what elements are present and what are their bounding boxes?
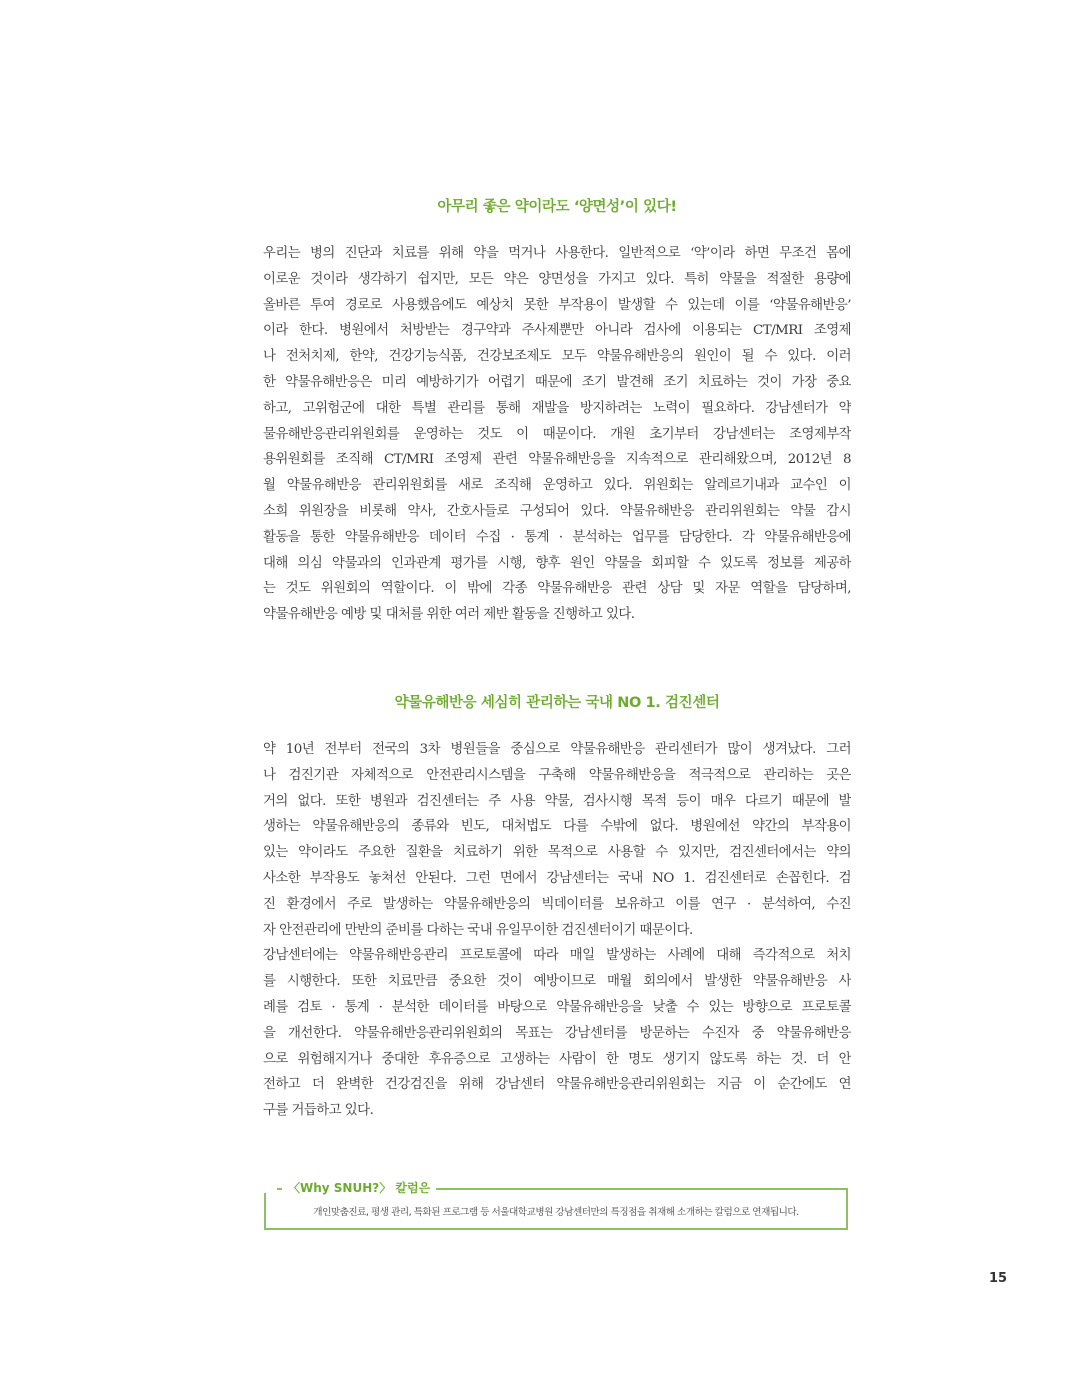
section1-line: 우리는 병의 진단과 치료를 위해 약을 먹거나 사용한다. 일반적으로 ‘약’이라 하면 무조건 몸에: [263, 246, 851, 261]
section2-line: 진 환경에서 주로 발생하는 약물유해반응의 빅데이터를 보유하고 이를 연구 · 분석하여, 수진: [263, 896, 851, 912]
section2-line: 있는 약이라도 주요한 질환을 치료하기 위한 목적으로 사용할 수 있지만, 검진센터에서는 약의: [263, 845, 851, 861]
section1-line: 이로운 것이라 생각하기 쉽지만, 모든 약은 양면성을 가지고 있다. 특히 약물을 적절한 용량에: [263, 271, 851, 287]
column-info-title: 〈Why SNUH?〉 칼럼은: [282, 1180, 436, 1196]
section2-line: 례를 검토 · 통계 · 분석한 데이터를 바탕으로 약물유해반응을 낮출 수 있는 방향으로 프로토콜: [263, 999, 851, 1015]
section2-line: 전하고 더 완벽한 건강검진을 위해 강남센터 약물유해반응관리위원회는 지금 이 순간에도 연: [263, 1077, 851, 1093]
section2-line: 생하는 약물유해반응의 종류와 빈도, 대처법도 다를 수밖에 없다. 병원에선 약간의 부작용이: [263, 819, 851, 835]
section2-line: 구를 거듭하고 있다.: [263, 1103, 374, 1119]
section2-line: 를 시행한다. 또한 치료만큼 중요한 것이 예방이므로 매월 회의에서 발생한 약물유해반응 사: [263, 974, 851, 990]
section1-heading: 아무리 좋은 약이라도 ‘양면성’이 있다!: [437, 199, 677, 215]
section1-line: 올바른 투여 경로로 사용했음에도 예상치 못한 부작용이 발생할 수 있는데 이를 ‘약물유해반응’: [263, 297, 851, 313]
section1-line: 소희 위원장을 비롯해 약사, 간호사들로 구성되어 있다. 약물유해반응 관리위원회는 약물 감시: [263, 503, 851, 519]
section1-line: 약물유해반응 예방 및 대처를 위한 여러 제반 활동을 진행하고 있다.: [263, 607, 635, 623]
section1-line: 하고, 고위험군에 대한 특별 관리를 통해 재발을 방지하려는 노력이 필요하다. 강남센터가 약: [263, 400, 851, 416]
section1-body: [263, 241, 851, 628]
column-info-box: [264, 1181, 848, 1230]
section2-line: 강남센터에는 약물유해반응관리 프로토콜에 따라 매일 발생하는 사례에 대해 즉각적으로 처치: [263, 948, 851, 964]
column-info-text: 개인맞춤진료, 평생 관리, 특화된 프로그램 등 서울대학교병원 강남센터만의 특징점을 취재해 소개하는 칼럼으로 연재됩니다.: [313, 1207, 799, 1218]
section1-line: 활동을 통한 약물유해반응 데이터 수집 · 통계 · 분석하는 업무를 담당한다. 각 약물유해반응에: [263, 529, 851, 545]
section1-line: 물유해반응관리위원회를 운영하는 것도 이 때문이다. 개원 초기부터 강남센터는 조영제부작: [263, 426, 851, 442]
section1-line: 이라 한다. 병원에서 처방받는 경구약과 주사제뿐만 아니라 검사에 이용되는 CT/MRI 조영제: [263, 323, 851, 339]
section2-line: 을 개선한다. 약물유해반응관리위원회의 목표는 강남센터를 방문하는 수진자 중 약물유해반응: [263, 1025, 851, 1041]
section1-line: 대해 의심 약물과의 인과관계 평가를 시행, 향후 원인 약물을 회피할 수 있도록 정보를 제공하: [263, 555, 851, 571]
section1-line: 나 전처치제, 한약, 건강기능식품, 건강보조제도 모두 약물유해반응의 원인이 될 수 있다. 이러: [263, 349, 851, 365]
section2-heading: 약물유해반응 세심히 관리하는 국내 NO 1. 검진센터: [394, 695, 720, 711]
section2-line: 약 10년 전부터 전국의 3차 병원들을 중심으로 약물유해반응 관리센터가 많이 생겨났다. 그러: [263, 742, 851, 757]
page-number: 15: [988, 1271, 1008, 1286]
section2-line: 사소한 부작용도 놓쳐선 안된다. 그런 면에서 강남센터는 국내 NO 1. 검진센터로 손꼽힌다. 검: [263, 870, 851, 886]
box-corner-gap: [263, 1187, 277, 1193]
section2-line: 나 검진기관 자체적으로 안전관리시스템을 구축해 약물유해반응을 적극적으로 관리하는 곳은: [263, 767, 851, 783]
section2-line: 자 안전관리에 만반의 준비를 다하는 국내 유일무이한 검진센터이기 때문이다.: [263, 922, 693, 938]
section1-line: 는 것도 위원회의 역할이다. 이 밖에 각종 약물유해반응 관련 상담 및 자문 역할을 담당하며,: [263, 581, 851, 597]
section1-line: 한 약물유해반응은 미리 예방하기가 어렵기 때문에 조기 발견해 조기 치료하는 것이 가장 중요: [263, 374, 851, 390]
section2-body: [263, 737, 851, 1124]
section2-line: 거의 없다. 또한 병원과 검진센터는 주 사용 약물, 검사시행 목적 등이 매우 다르기 때문에 발: [263, 793, 851, 809]
section1-line: 월 약물유해반응 관리위원회를 새로 조직해 운영하고 있다. 위원회는 알레르기내과 교수인 이: [263, 478, 851, 494]
section2-line: 으로 위험해지거나 중대한 후유증으로 고생하는 사람이 한 명도 생기지 않도록 하는 것. 더 안: [263, 1051, 851, 1067]
section1-line: 용위원회를 조직해 CT/MRI 조영제 관련 약물유해반응을 지속적으로 관리해왔으며, 2012년 8: [263, 452, 851, 468]
